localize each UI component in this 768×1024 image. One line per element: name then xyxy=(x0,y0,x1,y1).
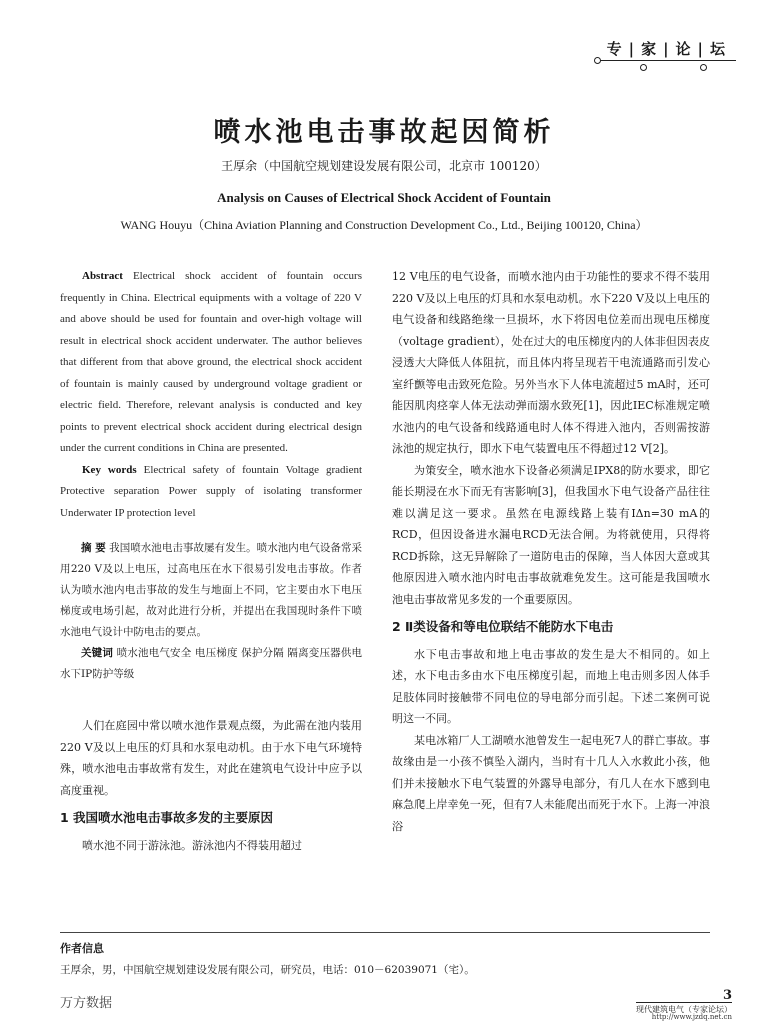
paragraph-4: 某电冰箱厂人工湖喷水池曾发生一起电死7人的群亡事故。事故缘由是一小孩不慎坠入湖内，当时有十几人入水救此小孩，他们并未接触水下电气装置的外露导电部分，有几人在水下感到电麻急爬上岸幸免一死，但有7人未能爬出而死于水下。上海一冲浪浴 xyxy=(392,733,710,833)
author-line-cn: 王厚余（中国航空规划建设发展有限公司，北京市 100120） xyxy=(221,159,547,173)
intro-paragraph: 人们在庭园中常以喷水池作景观点缀，为此需在池内装用220 V及以上电压的灯具和水泵电动机。由于水下电气环境特殊，喷水池电击事故常有发生，对此在建筑电气设计中应予以高度重视。 xyxy=(60,719,362,797)
body-left xyxy=(60,715,362,856)
left-column xyxy=(60,266,362,856)
keywords-cn-text: 喷水池电气安全 电压梯度 保护分隔 隔离变压器供电 水下IP防护等级 xyxy=(60,647,363,680)
author-info-title: 作者信息 xyxy=(60,942,104,955)
keywords-cn xyxy=(60,643,362,685)
article-title-cn: 喷水池电击事故起因简析 xyxy=(213,117,555,148)
keywords-en xyxy=(60,460,362,525)
paragraph-2: 为策安全，喷水池水下设备必须满足IPX8的防水要求，即它能长期浸在水下而无有害影响[3]，但我国水下电气设备产品往往难以满足这一要求。虽然在电源线路上装有IΔn=30 mA的RCD，但因设备进水漏电RCD无法合闸。为将就使用，只得将RCD拆除，这无异解除了一道防电击的保障，当人体因大意或其他原因进入喷水池内时电击事故就难免发生。这可能是我国喷水池电击事故常见多发的一个重要原因。 xyxy=(392,463,710,606)
footer-rule xyxy=(60,932,710,933)
author-info-text: 王厚余，男，中国航空规划建设发展有限公司，研究员，电话：010－62039071（宅）。 xyxy=(60,964,475,976)
section-tag: 专|家|论|坛 xyxy=(606,40,732,58)
right-column xyxy=(392,266,710,837)
abstract-label: Abstract xyxy=(82,270,123,282)
article-title-en: Analysis on Causes of Electrical Shock Accident of Fountain xyxy=(217,190,551,205)
section-tag-rule xyxy=(596,60,736,61)
paragraph-1-continued: 12 V电压的电气设备，而喷水池内由于功能性的要求不得不装用220 V及以上电压的灯具和水泵电动机。水下220 V及以上电压的电气设备和线路绝缘一旦损坏，水下将因电位差而出现电压梯度（voltage gradient），处在过大的电压梯度内的人体非但因表皮浸透大大降低人体阻抗，而且体内将呈现若干电流通路而引发心室纤颤等电击致死危险。另外当水下人体电流超过5 mA时，还可能因肌肉痉挛人体无法动弹而溺水致死[1]，因此IEC标准规定喷水池内的电气设备和线路通电时人体不得进入池内，否则需按游泳池的规定执行，即水下电气装置电压不得超过12 V[2]。 xyxy=(392,270,710,455)
author-line-en: WANG Houyu（China Aviation Planning and Construction Development Co., Ltd., Beijing 100120, China） xyxy=(120,218,648,232)
paragraph-3: 水下电击事故和地上电击事故的发生是大不相同的。如上述，水下电击多由水下电压梯度引起，而地上电击则多因人体手足肢体同时接触带不同电位的导电部分而引起。下述二案例可说明这一不同。 xyxy=(392,647,710,725)
page-number: 3 xyxy=(722,988,732,1003)
abstract-cn xyxy=(60,538,362,643)
paragraph-1-start: 喷水池不同于游泳池。游泳池内不得装用超过 xyxy=(82,838,302,852)
journal-website[interactable]: http://www.jzdq.net.cn xyxy=(651,1013,732,1021)
section-heading-1: 1 我国喷水池电击事故多发的主要原因 xyxy=(60,810,274,825)
rule-circle-decoration xyxy=(594,57,601,64)
abstract-text: Electrical shock accident of fountain occurs frequently in China. Electrical equipments with a voltage of 220 V and above should be used for fountain and over-high voltage will result in electrical shock accident underwater. The author believes that different from that above ground, the electrical shock accident of fountain is mainly caused by underground voltage gradient or electric field. Therefore, relevant analysis is conducted and key points to prevent electrical shock accident during electrical design under the current conditions in China are presented. xyxy=(60,270,362,454)
rule-circle-decoration xyxy=(640,64,647,71)
abstract-cn-block xyxy=(60,538,362,685)
section-heading-2: 2 Ⅱ类设备和等电位联结不能防水下电击 xyxy=(392,619,614,634)
keywords-label: Key words xyxy=(82,463,137,476)
abstract-cn-text: 我国喷水池电击事故屡有发生。喷水池内电气设备常采用220 V及以上电压，过高电压在水下很易引发电击事故。作者认为喷水池内电击事故的发生与地面上不同，它主要由水下电压梯度或电场引起，故对此进行分析，并提出在我国现时条件下喷水池电气设计中防电击的要点。 xyxy=(60,542,363,638)
rule-circle-decoration xyxy=(700,64,707,71)
abstract-cn-label: 摘 要 xyxy=(81,542,106,554)
watermark: 万方数据 xyxy=(60,996,113,1011)
abstract-en xyxy=(60,266,362,460)
keywords-text: Electrical safety of fountain Voltage gradient Protective separation Power supply of isolating transformer Underwater IP protection level xyxy=(60,463,363,519)
journal-name: 现代建筑电气（专家论坛） xyxy=(636,1002,732,1015)
keywords-cn-label: 关键词 xyxy=(81,647,114,659)
